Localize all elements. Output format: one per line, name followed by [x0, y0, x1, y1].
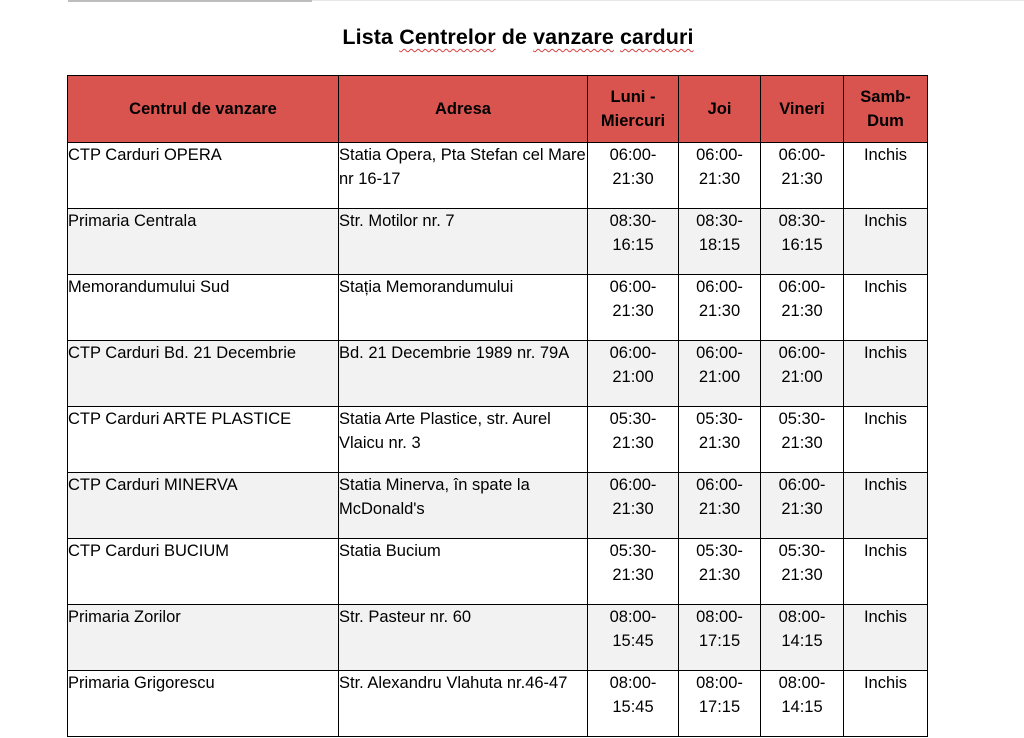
center-address: Statia Opera, Pta Stefan cel Mare nr 16-17 [339, 143, 588, 209]
hours-weekend: Inchis [844, 539, 928, 605]
close-time: 17:15 [698, 698, 741, 716]
hours-weekend: Inchis [844, 143, 928, 209]
hours-fri [761, 275, 844, 341]
hours-thu [679, 473, 761, 539]
header-address: Adresa [339, 76, 588, 143]
hours-weekend: Inchis [844, 605, 928, 671]
hours-fri [761, 605, 844, 671]
close-time: 21:30 [698, 566, 741, 584]
open-time: 06:00- [778, 278, 826, 296]
table-row [68, 275, 928, 341]
header-thu: Joi [679, 76, 761, 143]
hours-fri [761, 341, 844, 407]
close-time: 14:15 [781, 632, 823, 650]
title-mid: de [495, 25, 534, 49]
open-time: 08:00- [696, 674, 743, 692]
hours-weekend: Inchis [844, 341, 928, 407]
hours-thu [679, 539, 761, 605]
open-time: 05:30- [696, 542, 743, 560]
center-name: Memorandumului Sud [68, 275, 339, 341]
header-fri: Vineri [761, 76, 844, 143]
open-time: 08:30- [778, 212, 826, 230]
open-time: 05:30- [696, 410, 743, 428]
hours-mon-wed [588, 473, 679, 539]
hours-mon-wed [588, 209, 679, 275]
title-word-spellcheck: carduri [619, 25, 694, 49]
open-time: 05:30- [609, 410, 657, 428]
table-header-row [68, 76, 928, 143]
close-time: 17:15 [698, 632, 741, 650]
open-time: 05:30- [609, 542, 657, 560]
hours-thu [679, 407, 761, 473]
center-address: Bd. 21 Decembrie 1989 nr. 79A [339, 341, 588, 407]
open-time: 06:00- [609, 146, 657, 164]
open-time: 08:00- [778, 674, 826, 692]
hours-weekend: Inchis [844, 473, 928, 539]
hours-thu [679, 671, 761, 737]
top-rule [68, 0, 312, 2]
center-name: CTP Carduri BUCIUM [68, 539, 339, 605]
close-time: 21:00 [781, 368, 823, 386]
center-address: Str. Motilor nr. 7 [339, 209, 588, 275]
hours-fri [761, 539, 844, 605]
header-mon-wed [588, 76, 679, 143]
close-time: 21:30 [612, 170, 654, 188]
open-time: 08:30- [696, 212, 743, 230]
center-name: Primaria Zorilor [68, 605, 339, 671]
center-address: Statia Bucium [339, 539, 588, 605]
close-time: 16:15 [612, 236, 654, 254]
close-time: 21:30 [612, 566, 654, 584]
close-time: 21:30 [698, 500, 741, 518]
close-time: 21:30 [698, 170, 741, 188]
open-time: 08:00- [609, 674, 657, 692]
close-time: 21:30 [781, 434, 823, 452]
hours-mon-wed [588, 671, 679, 737]
header-mon-wed-line1: Luni - [610, 88, 656, 106]
close-time: 21:00 [698, 368, 741, 386]
open-time: 06:00- [609, 476, 657, 494]
center-address: Statia Arte Plastice, str. Aurel Vlaicu nr. 3 [339, 407, 588, 473]
open-time: 06:00- [696, 146, 743, 164]
center-name: Primaria Grigorescu [68, 671, 339, 737]
center-address: Str. Alexandru Vlahuta nr.46-47 [339, 671, 588, 737]
hours-weekend: Inchis [844, 209, 928, 275]
open-time: 06:00- [778, 344, 826, 362]
hours-thu [679, 275, 761, 341]
center-address: Statia Minerva, în spate la McDonald's [339, 473, 588, 539]
hours-mon-wed [588, 407, 679, 473]
close-time: 21:30 [781, 566, 823, 584]
center-name: CTP Carduri MINERVA [68, 473, 339, 539]
hours-weekend: Inchis [844, 407, 928, 473]
close-time: 21:30 [698, 434, 741, 452]
hours-fri [761, 473, 844, 539]
close-time: 14:15 [781, 698, 823, 716]
title-lead: Lista [342, 25, 400, 49]
open-time: 06:00- [778, 476, 826, 494]
table-row [68, 473, 928, 539]
hours-weekend: Inchis [844, 275, 928, 341]
open-time: 06:00- [696, 278, 743, 296]
center-name: CTP Carduri ARTE PLASTICE [68, 407, 339, 473]
open-time: 08:00- [696, 608, 743, 626]
header-mon-wed-line2: Miercuri [600, 112, 666, 130]
open-time: 08:00- [609, 608, 657, 626]
title-word-spellcheck: Centrelor [399, 25, 496, 49]
close-time: 21:30 [698, 302, 741, 320]
table-row [68, 671, 928, 737]
header-center: Centrul de vanzare [68, 76, 339, 143]
open-time: 05:30- [778, 542, 826, 560]
open-time: 06:00- [778, 146, 826, 164]
hours-fri [761, 143, 844, 209]
hours-mon-wed [588, 143, 679, 209]
close-time: 21:30 [781, 500, 823, 518]
close-time: 21:30 [781, 302, 823, 320]
close-time: 21:30 [612, 500, 654, 518]
open-time: 06:00- [696, 476, 743, 494]
close-time: 21:00 [612, 368, 654, 386]
close-time: 18:15 [698, 236, 741, 254]
hours-mon-wed [588, 539, 679, 605]
table-body [68, 143, 928, 737]
hours-mon-wed [588, 341, 679, 407]
hours-thu [679, 341, 761, 407]
hours-thu [679, 209, 761, 275]
table-row [68, 209, 928, 275]
hours-thu [679, 605, 761, 671]
center-name: Primaria Centrala [68, 209, 339, 275]
table-row [68, 341, 928, 407]
table-row [68, 539, 928, 605]
open-time: 06:00- [609, 278, 657, 296]
open-time: 06:00- [609, 344, 657, 362]
close-time: 21:30 [612, 302, 654, 320]
open-time: 05:30- [778, 410, 826, 428]
header-weekend [844, 76, 928, 143]
center-name: CTP Carduri OPERA [68, 143, 339, 209]
hours-thu [679, 143, 761, 209]
hours-fri [761, 209, 844, 275]
hours-mon-wed [588, 605, 679, 671]
table-row [68, 605, 928, 671]
center-address: Stația Memorandumului [339, 275, 588, 341]
hours-fri [761, 671, 844, 737]
page-title [0, 25, 1024, 50]
header-weekend-line2: Dum [867, 112, 904, 130]
table-row [68, 143, 928, 209]
center-name: CTP Carduri Bd. 21 Decembrie [68, 341, 339, 407]
close-time: 21:30 [781, 170, 823, 188]
table-row [68, 407, 928, 473]
header-weekend-line1: Samb- [860, 88, 911, 106]
hours-fri [761, 407, 844, 473]
top-rule-faint [312, 0, 1024, 1]
open-time: 08:00- [778, 608, 826, 626]
close-time: 21:30 [612, 434, 654, 452]
open-time: 08:30- [609, 212, 657, 230]
title-word-spellcheck: vanzare [533, 25, 614, 49]
center-address: Str. Pasteur nr. 60 [339, 605, 588, 671]
hours-weekend: Inchis [844, 671, 928, 737]
close-time: 16:15 [781, 236, 823, 254]
close-time: 15:45 [612, 698, 654, 716]
close-time: 15:45 [612, 632, 654, 650]
sales-centers-table [67, 75, 928, 737]
hours-mon-wed [588, 275, 679, 341]
open-time: 06:00- [696, 344, 743, 362]
